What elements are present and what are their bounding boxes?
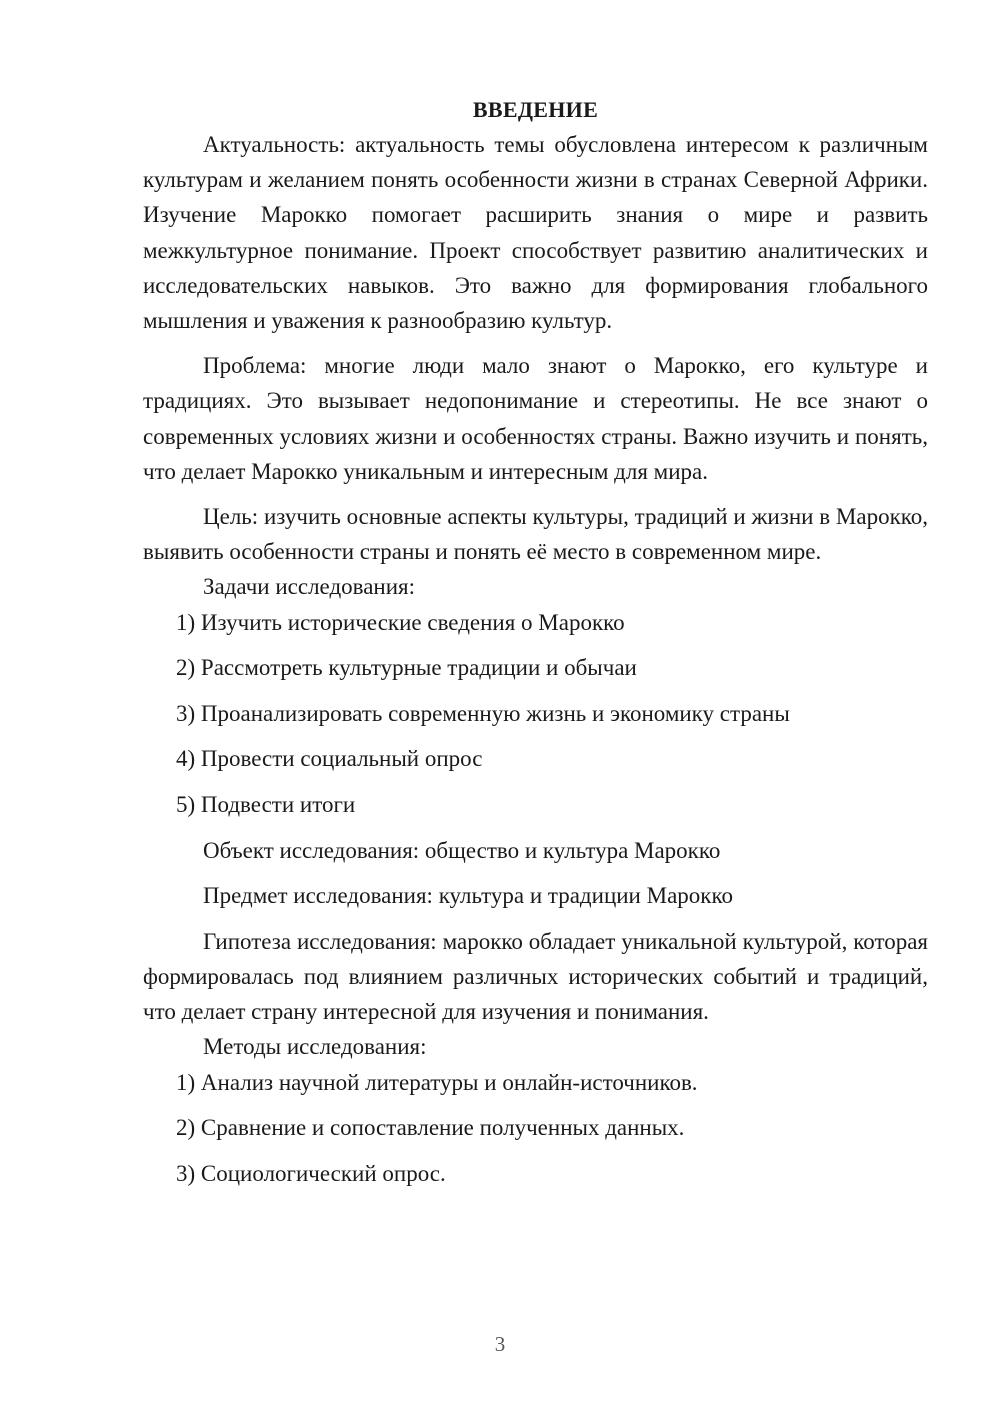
methods-list (143, 1065, 928, 1191)
object-paragraph: Объект исследования: общество и культура Марокко (203, 837, 721, 863)
subject-paragraph: Предмет исследования: культура и традиции Марокко (203, 883, 733, 909)
list-item: 1) Изучить исторические сведения о Марокко (176, 609, 625, 635)
problem-paragraph: Проблема: многие люди мало знают о Марокко, его культуре и традициях. Это вызывает недопонимание и стереотипы. Не все знают о современных условиях жизни и особенностях страны. Важно изучить и понять, что делает Марокко уникальным и интересным для мира. (143, 353, 928, 484)
list-item: 3) Социологический опрос. (176, 1160, 446, 1186)
relevance-paragraph: Актуальность: актуальность темы обусловлена интересом к различным культурам и желанием понять особенности жизни в странах Северной Африки. Изучение Марокко помогает расширить знания о мире и развить межкультурное понимание. Проект способствует развитию аналитических и исследовательских навыков. Это важно для формирования глобального мышления и уважения к разнообразию культур. (143, 132, 928, 334)
tasks-heading: Задачи исследования: (203, 574, 416, 600)
section-title: ВВЕДЕНИЕ (472, 97, 599, 122)
methods-heading: Методы исследования: (203, 1034, 427, 1060)
hypothesis-paragraph: Гипотеза исследования: марокко обладает уникальной культурой, которая формировалась под влиянием различных исторических событий и традиций, что делает страну интересной для изучения и понимания. (143, 928, 928, 1025)
document-page (143, 92, 928, 1191)
list-item: 4) Провести социальный опрос (176, 746, 483, 772)
page-number: 3 (494, 1332, 506, 1356)
list-item: 1) Анализ научной литературы и онлайн-источников. (176, 1069, 698, 1095)
list-item: 5) Подвести итоги (176, 792, 356, 818)
list-item: 3) Проанализировать современную жизнь и экономику страны (176, 700, 790, 726)
tasks-list (143, 605, 928, 823)
list-item: 2) Сравнение и сопоставление полученных данных. (176, 1115, 685, 1141)
goal-paragraph: Цель: изучить основные аспекты культуры, традиций и жизни в Марокко, выявить особенности страны и понять её место в современном мире. (143, 504, 928, 565)
list-item: 2) Рассмотреть культурные традиции и обычаи (176, 655, 637, 681)
